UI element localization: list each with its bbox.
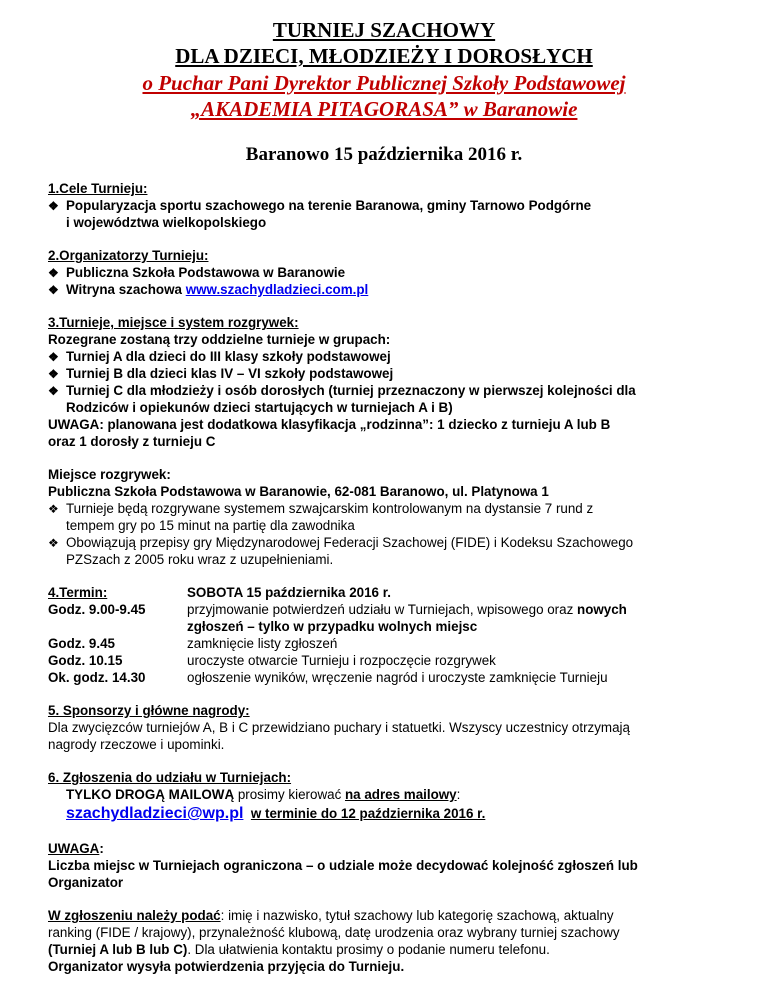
diamond-bullet-icon: ❖	[48, 384, 59, 398]
section-3-heading: 3.Turnieje, miejsce i system rozgrywek:	[48, 315, 299, 330]
place-value: Publiczna Szkoła Podstawowa w Baranowie, 62-081 Baranowo, ul. Platynowa 1	[48, 484, 549, 499]
title-line-1: TURNIEJ SZACHOWY	[272, 18, 496, 42]
zgl-text-d: Organizator wysyła potwierdzenia przyjęcia do Turnieju.	[48, 959, 405, 974]
uwaga-text-a: Liczba miejsc w Turniejach ograniczona – o udziale może decydować kolejność zgłoszeń lub	[48, 858, 638, 873]
time-2-label: Godz. 9.45	[48, 636, 115, 651]
uwaga-heading-text: UWAGA	[48, 841, 100, 856]
event-date: Baranowo 15 października 2016 r.	[245, 144, 523, 165]
section-6-heading: 6. Zgłoszenia do udziału w Turniejach:	[48, 770, 292, 785]
diamond-bullet-icon: ❖	[48, 536, 59, 550]
s2-bullet-1	[48, 264, 345, 282]
s5-text-b: nagrody rzeczowe i upominki.	[48, 737, 225, 752]
time-4-text: ogłoszenie wyników, wręczenie nagród i uroczyste zamknięcie Turnieju	[187, 670, 608, 685]
s3-bullet-3-text-a: Turniej C dla młodzieży i osób dorosłych (turniej przeznaczony w pierwszej kolejności dla	[66, 383, 636, 398]
section-5-heading: 5. Sponsorzy i główne nagrody:	[48, 703, 250, 718]
subtitle-line-1: o Puchar Pani Dyrektor Publicznej Szkoły Podstawowej	[142, 71, 626, 95]
s3-bullet-1	[48, 348, 391, 366]
s1-bullet-text-a: Popularyzacja sportu szachowego na terenie Baranowa, gminy Tarnowo Podgórne	[66, 198, 592, 213]
s3-bullet-3-text-b: Rodziców i opiekunów dzieci startujących w turniejach A i B)	[66, 400, 453, 415]
time-3-text: uroczyste otwarcie Turnieju i rozpoczęcie rozgrywek	[187, 653, 496, 668]
subtitle-line-2: „AKADEMIA PITAGORASA” w Baranowie	[190, 97, 578, 121]
zgl-lead: W zgłoszeniu należy podać	[48, 908, 221, 923]
time-1-label: Godz. 9.00-9.45	[48, 602, 146, 617]
s5-text-a: Dla zwycięzców turniejów A, B i C przewidziano puchary i statuetki. Wszyscy uczestnicy otrzymają	[48, 720, 630, 735]
s1-bullet-text-b: i województwa wielkopolskiego	[66, 215, 267, 230]
rules-bullet-1	[48, 500, 593, 518]
zgl-line-a	[48, 907, 614, 924]
diamond-bullet-icon: ❖	[48, 502, 59, 516]
s3-intro: Rozegrane zostaną trzy oddzielne turnieje w grupach:	[48, 332, 391, 347]
email-link[interactable]: szachydladzieci@wp.pl	[66, 805, 244, 822]
time-3-label: Godz. 10.15	[48, 653, 123, 668]
zgl-text-c: . Dla ułatwienia kontaktu prosimy o podanie numeru telefonu.	[187, 942, 550, 957]
time-1-text-bold-2: zgłoszeń – tylko w przypadku wolnych miejsc	[187, 619, 478, 634]
s2-bullet-2-text: Witryna szachowa	[66, 282, 182, 297]
time-1-text-plain: przyjmowanie potwierdzeń udziału w Turniejach, wpisowego oraz	[187, 602, 578, 617]
s3-bullet-2	[48, 365, 393, 383]
rules-bullet-2	[48, 534, 633, 552]
diamond-bullet-icon: ❖	[48, 367, 59, 381]
diamond-bullet-icon: ❖	[48, 199, 59, 213]
section-4-heading: 4.Termin:	[48, 585, 108, 600]
s6-line-1-underlined: na adres mailowy	[344, 787, 457, 802]
time-2-text: zamknięcie listy zgłoszeń	[187, 636, 338, 651]
rules-bullet-2-text-b: PZSzach z 2005 roku wraz z uzupełnieniami.	[66, 552, 334, 567]
rules-bullet-1-text-a: Turnieje będą rozgrywane systemem szwajcarskim kontrolowanym na dystansie 7 rund z	[66, 501, 594, 516]
s6-line-1	[66, 786, 460, 803]
diamond-bullet-icon: ❖	[48, 266, 59, 280]
zgl-text-c-bold: (Turniej A lub B lub C)	[48, 942, 188, 957]
zgl-text-b: ranking (FIDE / krajowy), przynależność klubową, datę urodzenia oraz wybrany turniej szachowy	[48, 925, 620, 940]
uwaga-heading	[48, 840, 104, 857]
s3-note-b: oraz 1 dorosły z turnieju C	[48, 434, 216, 449]
zgl-text-a: : imię i nazwisko, tytuł szachowy lub kategorię szachową, aktualny	[220, 908, 614, 923]
rules-bullet-1-text-b: tempem gry po 15 minut na partię dla zawodnika	[66, 518, 355, 533]
s6-line-1-end: :	[456, 787, 461, 802]
diamond-bullet-icon: ❖	[48, 283, 59, 297]
s2-bullet-2	[48, 281, 368, 299]
registration-deadline: w terminie do 12 października 2016 r.	[250, 806, 486, 821]
place-label: Miejsce rozgrywek:	[48, 467, 171, 482]
s3-bullet-1-text: Turniej A dla dzieci do III klasy szkoły podstawowej	[66, 349, 391, 364]
uwaga-text-b: Organizator	[48, 875, 124, 890]
s3-bullet-2-text: Turniej B dla dzieci klas IV – VI szkoły podstawowej	[66, 366, 394, 381]
s2-bullet-1-text: Publiczna Szkoła Podstawowa w Baranowie	[66, 265, 346, 280]
diamond-bullet-icon: ❖	[48, 350, 59, 364]
section-1-heading: 1.Cele Turnieju:	[48, 181, 148, 196]
event-day: SOBOTA 15 października 2016 r.	[187, 585, 391, 600]
website-link[interactable]: www.szachydladzieci.com.pl	[185, 282, 369, 297]
title-line-2: DLA DZIECI, MŁODZIEŻY I DOROSŁYCH	[175, 44, 593, 68]
zgl-line-c	[48, 941, 550, 958]
time-1-text	[187, 601, 627, 618]
s6-line-1-bold: TYLKO DROGĄ MAILOWĄ	[66, 787, 235, 802]
s6-line-1-mid: prosimy kierować	[234, 787, 345, 802]
section-2-heading: 2.Organizatorzy Turnieju:	[48, 248, 209, 263]
time-4-label: Ok. godz. 14.30	[48, 670, 146, 685]
uwaga-colon: :	[99, 841, 104, 856]
rules-bullet-2-text-a: Obowiązują przepisy gry Międzynarodowej Federacji Szachowej (FIDE) i Kodeksu Szachowego	[66, 535, 634, 550]
s3-note-a: UWAGA: planowana jest dodatkowa klasyfikacja „rodzinna”: 1 dziecko z turnieju A lub B	[48, 417, 611, 432]
time-1-text-bold: nowych	[577, 602, 627, 617]
s1-bullet	[48, 197, 591, 215]
s3-bullet-3	[48, 382, 636, 400]
s6-line-2	[66, 803, 485, 825]
